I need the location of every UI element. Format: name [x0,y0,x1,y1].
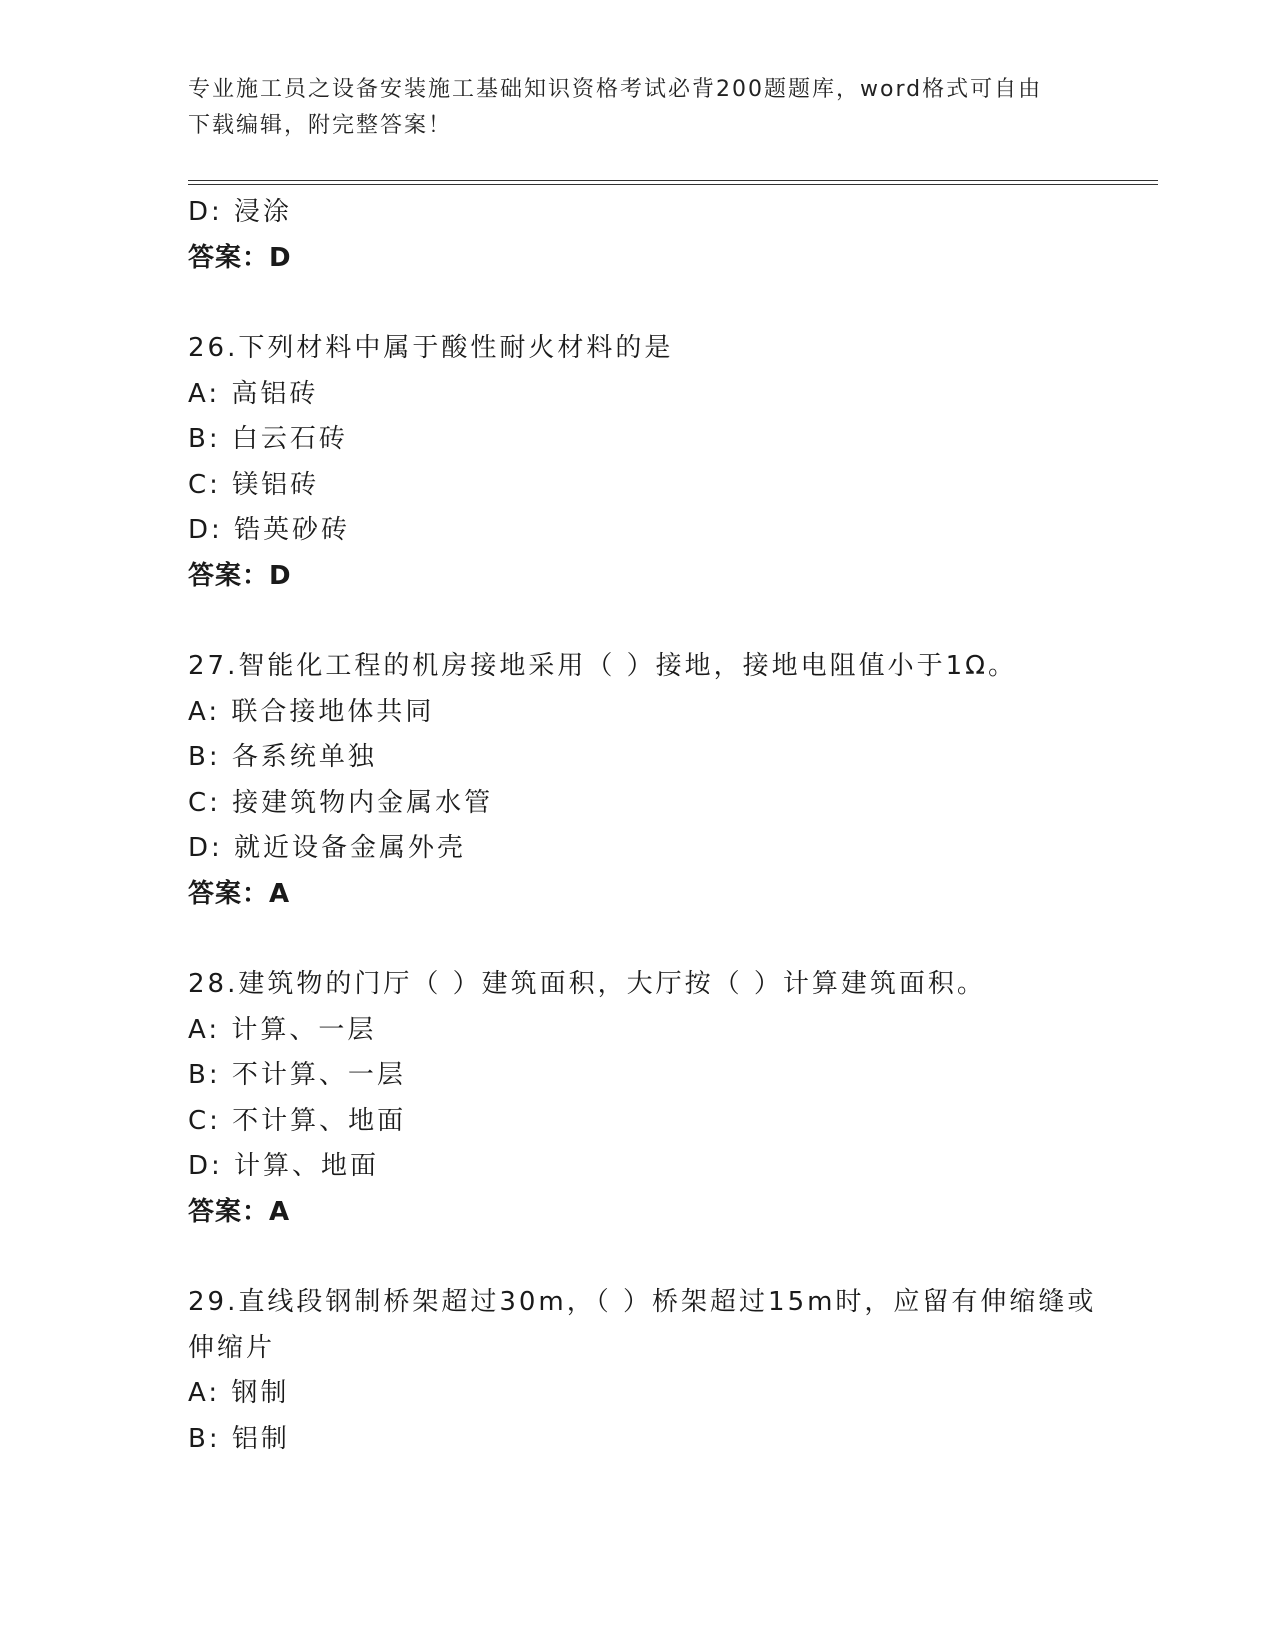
q27-option-a: A: 联合接地体共同 [188,696,435,727]
q27-option-b: B: 各系统单独 [188,742,377,772]
q26-option-a: A: 高铝砖 [188,378,319,409]
question-27: 27.智能化工程的机房接地采用（ ）接地，接地电阻值小于1Ω。 [188,651,1018,681]
question-29-line-2: 伸缩片 [188,1332,276,1363]
header-line-2: 下载编辑，附完整答案！ [188,113,453,138]
q26-answer: 答案：D [188,560,292,591]
prev-answer: 答案：D [188,242,292,273]
q28-answer: 答案：A [188,1196,291,1227]
header-line-1: 专业施工员之设备安装施工基础知识资格考试必背200题题库，word格式可自由 [188,77,1043,102]
q28-option-b: B: 不计算、一层 [188,1060,406,1090]
document-body [188,190,1108,1462]
q28-option-d: D: 计算、地面 [188,1151,380,1181]
question-28: 28.建筑物的门厅（ ）建筑面积，大厅按（ ）计算建筑面积。 [188,969,986,999]
question-29-line-1: 29.直线段钢制桥架超过30m，（ ）桥架超过15m时，应留有伸缩缝或 [188,1287,1097,1317]
header-rule-bottom [188,184,1158,185]
q27-option-d: D: 就近设备金属外壳 [188,833,467,863]
header-rule-top [188,180,1158,181]
q26-option-b: B: 白云石砖 [188,424,348,454]
document-header [188,72,1088,144]
q29-option-b: B: 铝制 [188,1423,290,1454]
q27-answer: 答案：A [188,878,291,909]
question-26: 26.下列材料中属于酸性耐火材料的是 [188,333,674,363]
q27-option-c: C: 接建筑物内金属水管 [188,787,494,818]
q26-option-c: C: 镁铝砖 [188,469,320,500]
q29-option-a: A: 钢制 [188,1378,290,1408]
q28-option-c: C: 不计算、地面 [188,1105,407,1136]
q26-option-d: D: 锆英砂砖 [188,515,351,545]
q28-option-a: A: 计算、一层 [188,1014,377,1045]
prev-option-d: D: 浸涂 [188,197,293,227]
question-29 [188,1280,1108,1371]
